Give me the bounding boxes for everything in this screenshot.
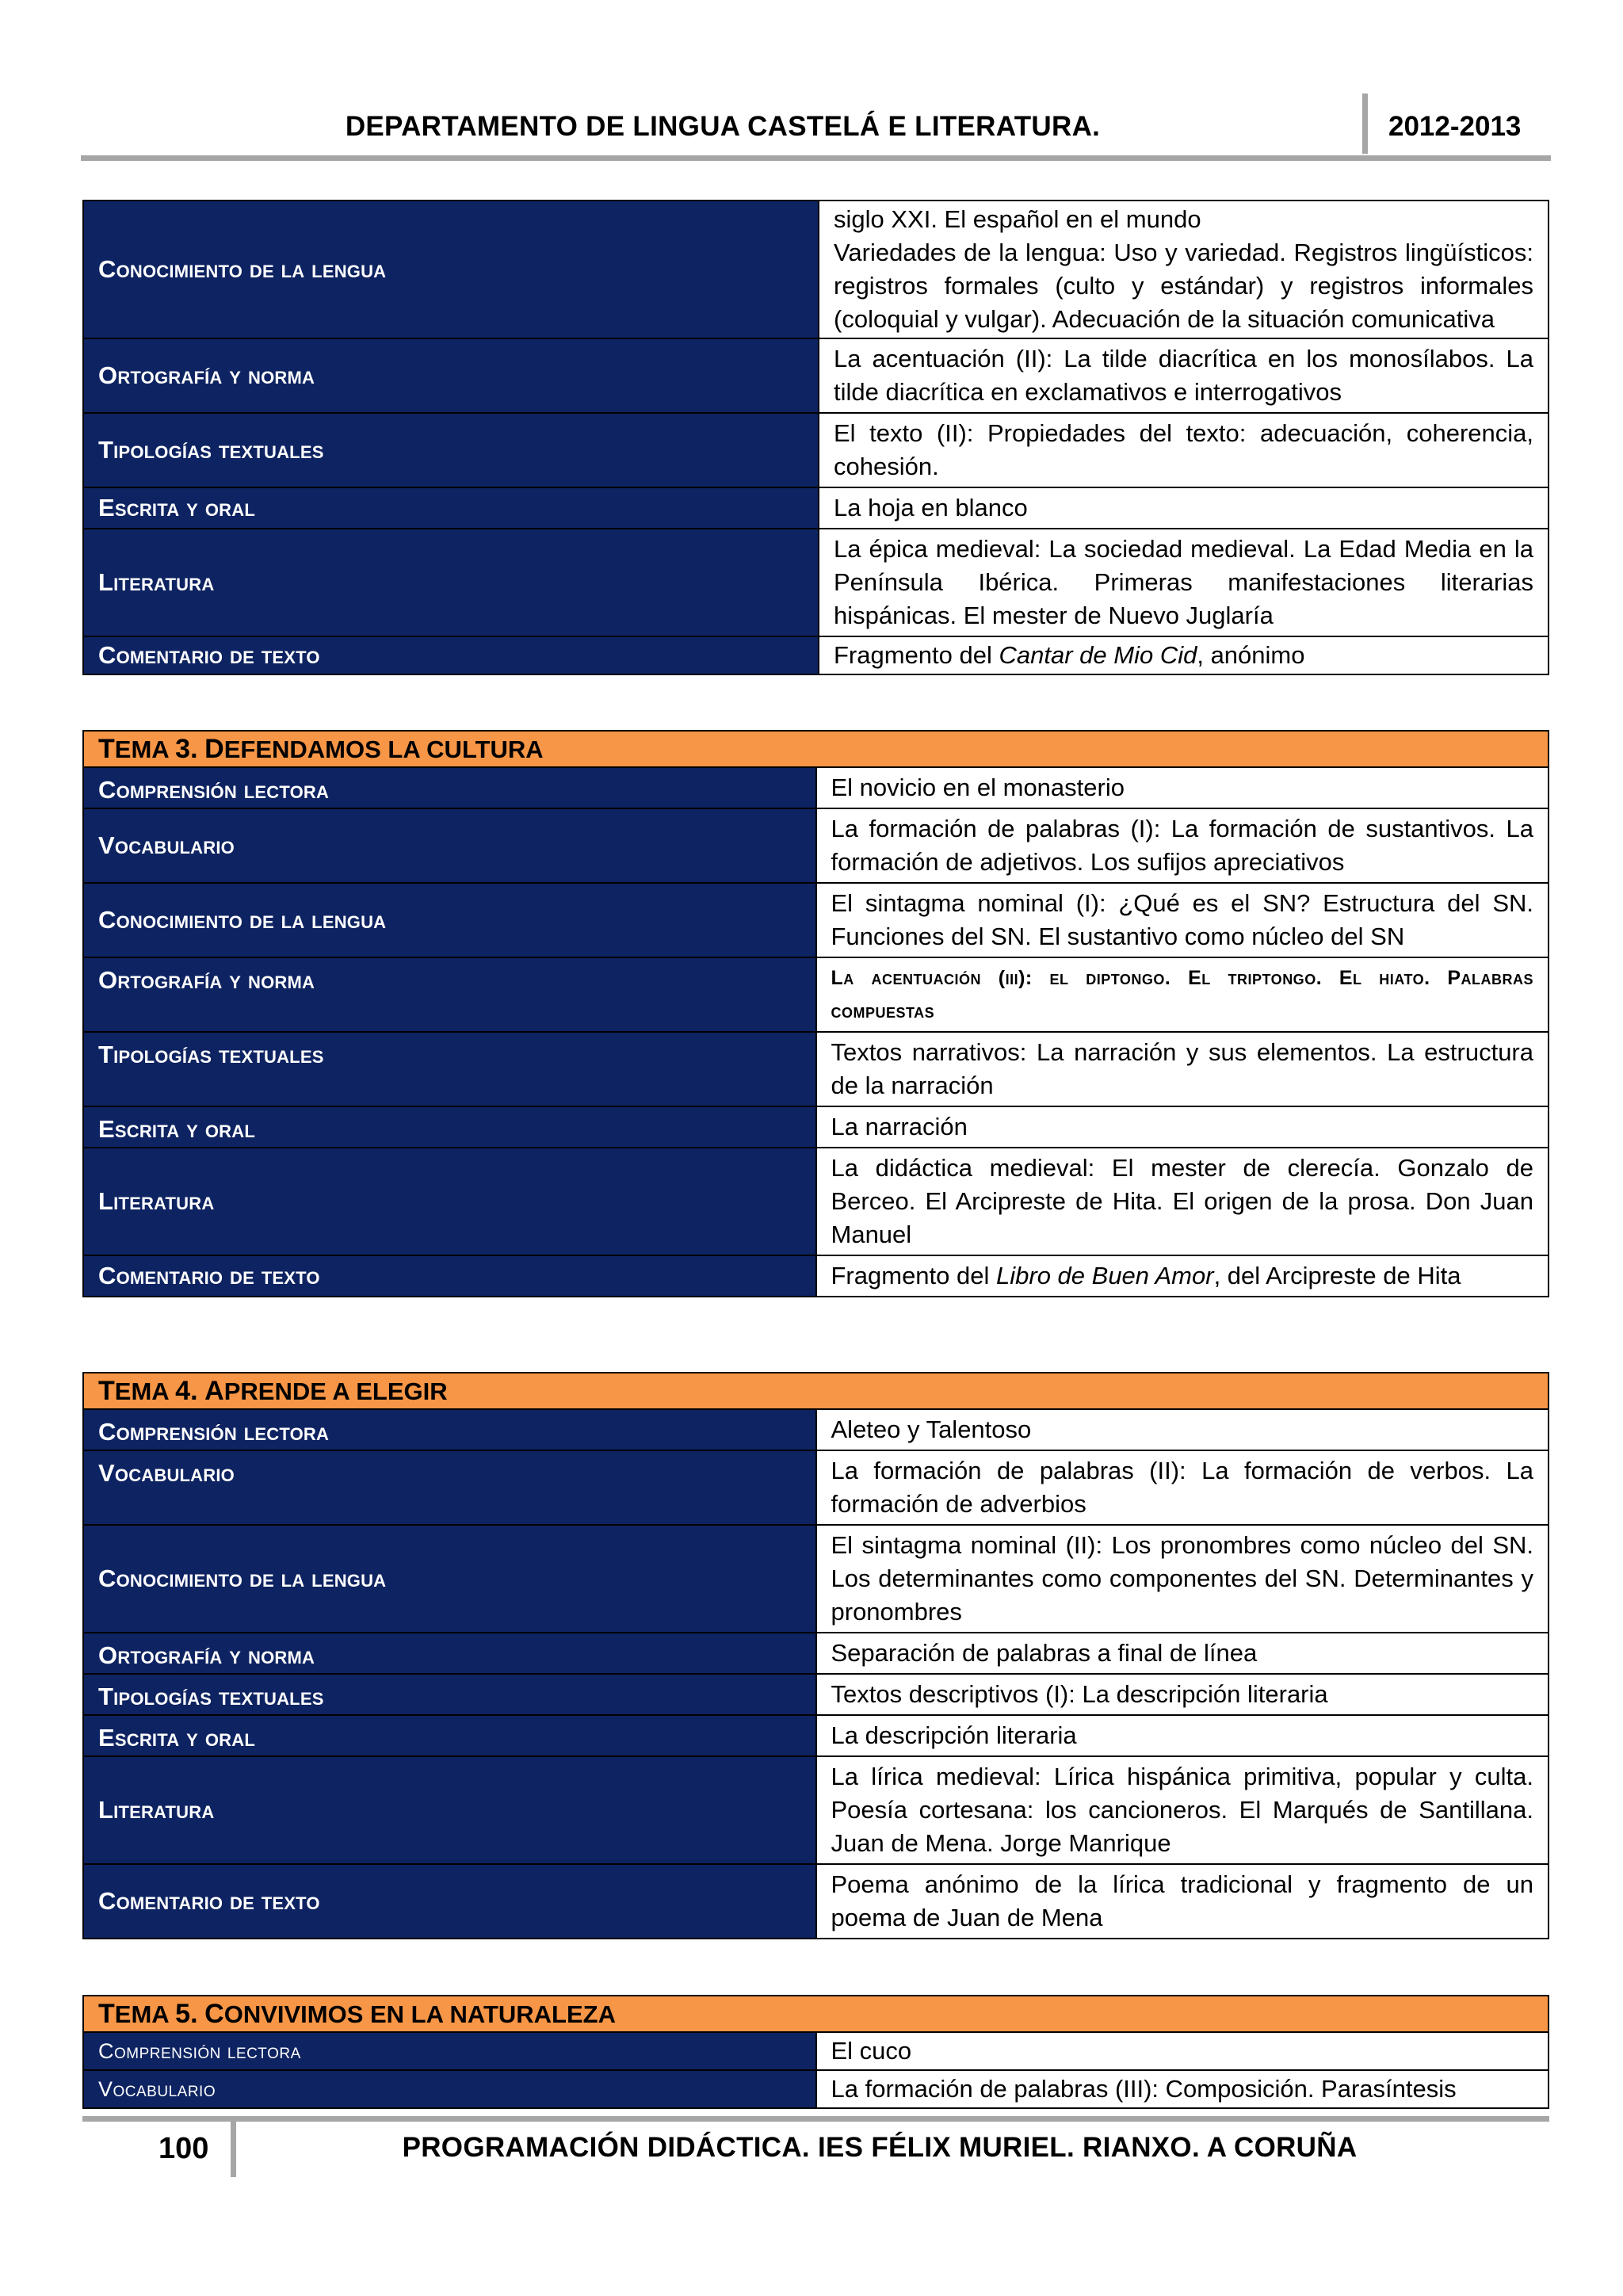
row-label: Tipologías textuales (83, 1032, 816, 1106)
row-label: Conocimiento de la lengua (83, 883, 816, 957)
table-row (83, 1450, 1549, 1525)
row-value: La acentuación (iii): el diptongo. El triptongo. El hiato. Palabras compuestas (816, 957, 1549, 1032)
table-row (83, 1032, 1549, 1106)
table-row (83, 1409, 1549, 1450)
row-value: Separación de palabras a final de línea (816, 1633, 1549, 1674)
table-row (83, 957, 1549, 1032)
topic-initial: T (98, 1998, 115, 2029)
row-value: La hoja en blanco (819, 487, 1549, 529)
row-value: La formación de palabras (III): Composición. Parasíntesis (816, 2070, 1549, 2108)
table-row (83, 338, 1549, 413)
table-tema5 (82, 1995, 1549, 2109)
row-value: El novicio en el monasterio (816, 767, 1549, 808)
row-value: La formación de palabras (I): La formación de sustantivos. La formación de adjetivos. Los sufijos apreciativos (816, 808, 1549, 883)
topic-word: EMA (114, 1377, 169, 1405)
table-row (83, 1864, 1549, 1939)
table-row (83, 487, 1549, 529)
row-label: Conocimiento de la lengua (83, 1525, 816, 1633)
table-row (83, 1255, 1549, 1297)
row-label: Comprensión lectora (83, 2032, 816, 2070)
table-row (83, 808, 1549, 883)
row-value: Textos descriptivos (I): La descripción literaria (816, 1674, 1549, 1715)
topic-title (83, 731, 1549, 767)
topic-initial: T (98, 1375, 115, 1406)
table-row (83, 201, 1549, 338)
row-label: Comentario de texto (83, 1864, 816, 1939)
topic-name: ONVIVIMOS EN LA NATURALEZA (223, 2000, 616, 2028)
row-label: Ortografía y norma (83, 1633, 816, 1674)
value-text: , anónimo (1197, 641, 1305, 669)
footer-divider (231, 2122, 236, 2177)
table-row (83, 1525, 1549, 1633)
topic-header-row (83, 1996, 1549, 2032)
row-value (816, 1255, 1549, 1297)
footer-rule (82, 2116, 1549, 2122)
table-row (83, 883, 1549, 957)
row-label: Literatura (83, 1148, 816, 1255)
header-rule (81, 155, 1551, 161)
table-row (83, 1756, 1549, 1864)
row-value: Aleteo y Talentoso (816, 1409, 1549, 1450)
header-title: DEPARTAMENTO DE LINGUA CASTELÁ E LITERATURA. (345, 111, 1101, 142)
row-label: Escrita y oral (83, 1715, 816, 1756)
row-value (819, 636, 1549, 674)
row-value-line: Variedades de la lengua: Uso y variedad. Registros lingüísticos: registros formales (culto y estándar) y registros informales (coloquial y vulgar). Adecuación de la situación comunicativa (834, 239, 1533, 333)
value-title-italic: Libro de Buen Amor (996, 1262, 1214, 1289)
row-label: Literatura (83, 1756, 816, 1864)
row-label: Vocabulario (83, 1450, 816, 1525)
row-value: El sintagma nominal (I): ¿Qué es el SN? Estructura del SN. Funciones del SN. El sustantivo como núcleo del SN (816, 883, 1549, 957)
row-label: Conocimiento de la lengua (83, 201, 819, 338)
table-row (83, 1106, 1549, 1148)
topic-number: 5. (175, 1998, 198, 2029)
row-label: Literatura (83, 529, 819, 636)
topic-initial: D (204, 733, 224, 764)
table-row (83, 636, 1549, 674)
row-label: Vocabulario (83, 808, 816, 883)
topic-header-row (83, 1373, 1549, 1409)
value-text: Fragmento del (834, 641, 999, 669)
table-tema3 (82, 730, 1549, 1297)
row-label: Ortografía y norma (83, 338, 819, 413)
topic-word: EMA (114, 2000, 169, 2028)
row-value: El sintagma nominal (II): Los pronombres como núcleo del SN. Los determinantes como componentes del SN. Determinantes y pronombres (816, 1525, 1549, 1633)
row-label: Comentario de texto (83, 1255, 816, 1297)
page-header (81, 94, 1551, 163)
topic-initial: T (98, 733, 115, 764)
table-row (83, 1148, 1549, 1255)
table-row (83, 1715, 1549, 1756)
row-value: Textos narrativos: La narración y sus elementos. La estructura de la narración (816, 1032, 1549, 1106)
topic-number: 4. (175, 1375, 198, 1406)
row-label: Vocabulario (83, 2070, 816, 2108)
row-value: La didáctica medieval: El mester de clerecía. Gonzalo de Berceo. El Arcipreste de Hita. El origen de la prosa. Don Juan Manuel (816, 1148, 1549, 1255)
table-row (83, 529, 1549, 636)
topic-word: EMA (114, 735, 169, 763)
table-tema4 (82, 1372, 1549, 1939)
topic-title (83, 1373, 1549, 1409)
footer-text: PROGRAMACIÓN DIDÁCTICA. IES FÉLIX MURIEL. RIANXO. A CORUÑA (402, 2132, 1358, 2163)
topic-initial: C (204, 1998, 224, 2029)
row-value: El texto (II): Propiedades del texto: adecuación, coherencia, cohesión. (819, 413, 1549, 487)
row-value: La acentuación (II): La tilde diacrítica en los monosílabos. La tilde diacrítica en exclamativos e interrogativos (819, 338, 1549, 413)
table-row (83, 1674, 1549, 1715)
row-label: Tipologías textuales (83, 413, 819, 487)
row-value: Poema anónimo de la lírica tradicional y fragmento de un poema de Juan de Mena (816, 1864, 1549, 1939)
table-row (83, 2070, 1549, 2108)
row-value: La formación de palabras (II): La formación de verbos. La formación de adverbios (816, 1450, 1549, 1525)
value-text: , del Arcipreste de Hita (1213, 1262, 1461, 1289)
row-label: Escrita y oral (83, 1106, 816, 1148)
page-number: 100 (158, 2132, 209, 2165)
row-label: Escrita y oral (83, 487, 819, 529)
row-value-line: siglo XXI. El español en el mundo (834, 205, 1201, 233)
row-value: El cuco (816, 2032, 1549, 2070)
row-value: La épica medieval: La sociedad medieval. La Edad Media en la Península Ibérica. Primeras manifestaciones literarias hispánicas. El mester de Nuevo Juglaría (819, 529, 1549, 636)
table-row (83, 2032, 1549, 2070)
row-label: Comprensión lectora (83, 1409, 816, 1450)
table-row (83, 1633, 1549, 1674)
table-row (83, 767, 1549, 808)
topic-title (83, 1996, 1549, 2032)
table-tema2-continued (82, 200, 1549, 675)
value-title-italic: Cantar de Mio Cid (999, 641, 1197, 669)
row-value (819, 201, 1549, 338)
row-value: La descripción literaria (816, 1715, 1549, 1756)
header-year: 2012-2013 (1388, 111, 1522, 142)
topic-name: PRENDE A ELEGIR (223, 1377, 448, 1405)
topic-initial: A (204, 1375, 224, 1406)
row-label: Tipologías textuales (83, 1674, 816, 1715)
header-divider (1362, 94, 1368, 154)
row-value: La narración (816, 1106, 1549, 1148)
value-text: Fragmento del (831, 1262, 996, 1289)
row-label: Ortografía y norma (83, 957, 816, 1032)
row-label: Comprensión lectora (83, 767, 816, 808)
topic-number: 3. (175, 733, 198, 764)
row-value: La lírica medieval: Lírica hispánica primitiva, popular y culta. Poesía cortesana: los cancioneros. El Marqués de Santillana. Juan de Mena. Jorge Manrique (816, 1756, 1549, 1864)
topic-header-row (83, 731, 1549, 767)
table-row (83, 413, 1549, 487)
topic-name: EFENDAMOS LA CULTURA (223, 735, 544, 763)
row-label: Comentario de texto (83, 636, 819, 674)
